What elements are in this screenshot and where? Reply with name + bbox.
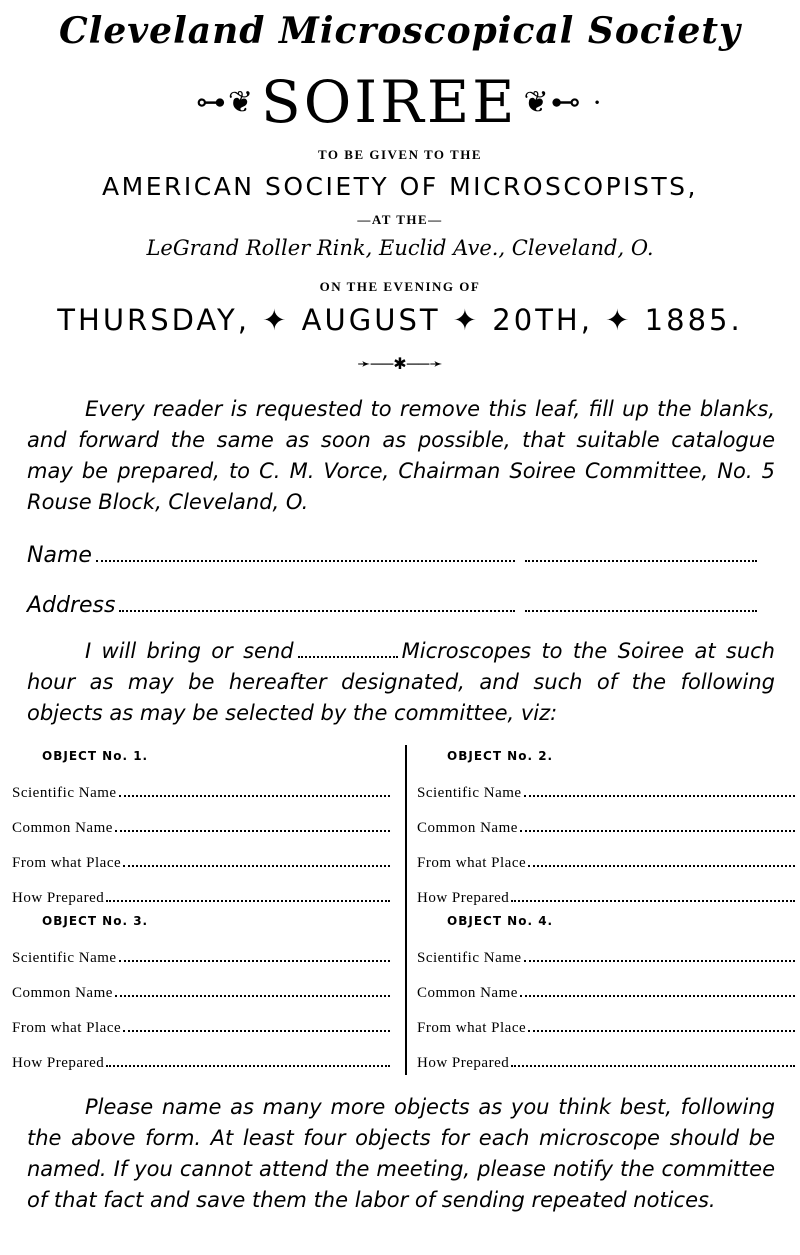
name-label: Name — [27, 543, 92, 568]
name-blank-2[interactable] — [525, 560, 757, 562]
objects-right-column — [417, 745, 795, 1075]
society-name: AMERICAN SOCIETY OF MICROSCOPISTS, — [102, 172, 698, 201]
object-1 — [12, 745, 390, 910]
intro-paragraph: Every reader is requested to remove this leaf, fill up the blanks, and forward the same as soon as possible, that suitable catalogue may be prepared, to C. M. Vorce, Chairman Soiree Committee, No. 5 Rouse Block, Cleveland, O. — [27, 397, 775, 514]
event-date: THURSDAY, ✦ AUGUST ✦ 20TH, ✦ 1885. — [57, 303, 743, 337]
soiree-title: SOIREE — [260, 68, 518, 136]
object-row[interactable]: Scientific Name — [417, 932, 795, 967]
microscope-count-blank[interactable] — [298, 655, 398, 658]
objects-left-column — [12, 745, 390, 1075]
object-row[interactable]: How Prepared — [12, 872, 390, 907]
object-row[interactable]: From what Place — [12, 837, 390, 872]
object-title: OBJECT No. 4. — [447, 914, 554, 928]
object-row[interactable]: From what Place — [417, 837, 795, 872]
bring-after: Microscopes to the Soiree at such hour as may be hereafter designated, and such of the following objects as may be selected by the committee, viz: — [27, 639, 775, 725]
object-row[interactable]: Scientific Name — [417, 767, 795, 802]
objects-grid — [12, 745, 790, 1075]
society-title: Cleveland Microscopical Society — [59, 10, 741, 52]
address-field[interactable] — [27, 588, 757, 618]
venue: LeGrand Roller Rink, Euclid Ave., Cleveland, O. — [146, 236, 654, 260]
address-blank[interactable] — [119, 610, 515, 612]
evening-of-line: ON THE EVENING OF — [319, 279, 481, 294]
address-blank-2[interactable] — [525, 610, 757, 612]
bring-before: I will bring or send — [85, 639, 294, 663]
object-row[interactable]: Common Name — [12, 802, 390, 837]
right-ornament-icon: ❦⊷ · — [523, 85, 605, 119]
closing-paragraph: Please name as many more objects as you think best, following the above form. At least four objects for each microscope should be named. If you cannot attend the meeting, please notify the committee of that fact and save them the labor of sending repeated notices. — [27, 1095, 775, 1212]
object-2 — [417, 745, 795, 910]
object-row[interactable]: How Prepared — [12, 1037, 390, 1072]
object-title: OBJECT No. 2. — [447, 749, 554, 763]
soiree-heading — [0, 68, 800, 136]
object-row[interactable]: How Prepared — [417, 1037, 795, 1072]
object-row[interactable]: How Prepared — [417, 872, 795, 907]
object-row[interactable]: From what Place — [417, 1002, 795, 1037]
object-row[interactable]: Common Name — [417, 967, 795, 1002]
name-blank[interactable] — [96, 560, 515, 562]
given-to-line: TO BE GIVEN TO THE — [317, 147, 483, 162]
object-row[interactable]: Scientific Name — [12, 932, 390, 967]
name-field[interactable] — [27, 538, 757, 568]
address-label: Address — [27, 593, 116, 618]
object-4 — [417, 910, 795, 1075]
object-row[interactable]: Common Name — [12, 967, 390, 1002]
left-ornament-icon: ⊶❦ — [195, 85, 255, 119]
object-title: OBJECT No. 1. — [42, 749, 149, 763]
column-divider — [405, 745, 407, 1075]
at-the-line: —AT THE— — [357, 212, 443, 227]
object-row[interactable]: From what Place — [12, 1002, 390, 1037]
object-title: OBJECT No. 3. — [42, 914, 149, 928]
object-row[interactable]: Scientific Name — [12, 767, 390, 802]
ornamental-divider-icon: ➛──✱──➛ — [357, 356, 443, 373]
object-row[interactable]: Common Name — [417, 802, 795, 837]
object-3 — [12, 910, 390, 1075]
bring-paragraph — [27, 636, 775, 729]
